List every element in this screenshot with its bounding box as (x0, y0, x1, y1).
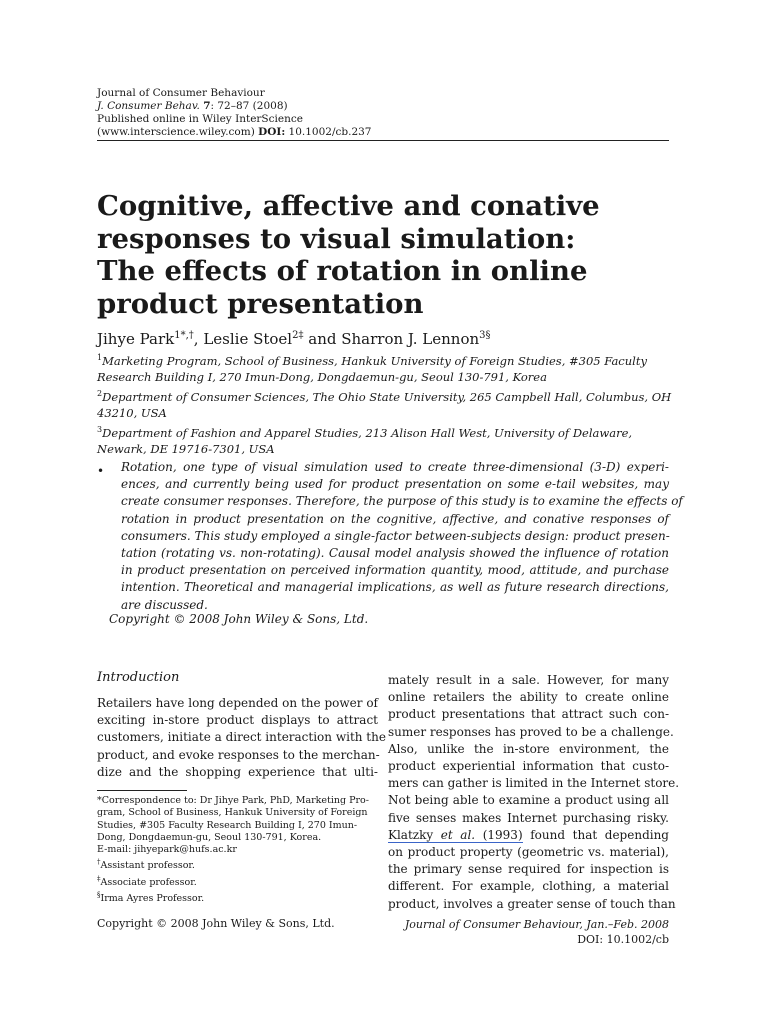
paragraph-line: the primary sense required for inspection is (388, 862, 669, 877)
paragraph-line: sumer responses has proved to be a challenge. (388, 724, 674, 739)
footnote-assistant: †Assistant professor. (97, 858, 195, 872)
doi-line: (www.interscience.wiley.com) DOI: 10.1002/cb.237 (97, 126, 372, 138)
paragraph-line: different. For example, clothing, a material (388, 879, 669, 894)
paragraph-line: dize and the shopping experience that ulti- (97, 764, 378, 779)
affiliation-1: $^1$Marketing Program, School of Business, Hankuk University of Foreign Studies, #305 Faculty (97, 353, 647, 368)
abstract-bullet: • (97, 464, 105, 478)
author-stoel: Leslie Stoel (203, 330, 293, 348)
paper-page (97, 0, 683, 1024)
footnote-rule (97, 790, 187, 791)
column-right (388, 672, 680, 913)
paragraph-line: Retailers have long depended on the power of (97, 696, 378, 710)
footnote-professor: §Irma Ayres Professor. (97, 891, 205, 905)
paragraph-line: Klatzky et al. (1993) found that depending (388, 827, 669, 842)
doi-value[interactable]: 10.1002/cb.237 (288, 126, 372, 138)
paragraph-line: mately result in a sale. However, for many (388, 673, 669, 687)
journal-header (97, 87, 372, 139)
journal-name: Journal of Consumer Behaviour (97, 87, 265, 99)
abstract-copyright: Copyright © 2008 John Wiley & Sons, Ltd. (109, 612, 369, 626)
footer-journal-issue: Journal of Consumer Behaviour, Jan.–Feb. 2008 (404, 918, 669, 931)
affiliations: $^1$Marketing Program, School of Business, Hankuk University of Foreign Studies, #305 Faculty Research Building I, 270 Imun-Dong, Dongdaemun-gu, Seoul 130-791, Korea $^2$Department of Consumer Sciences, The Ohio State University, 265 Campbell Hall, Columbus, OH 43210, USA $^3$Department of Fashion and Apparel Studies, 213 Alison Hall West, University of Delaware, Newark, DE 19716-7301, USA (97, 350, 669, 457)
author-list: Jihye Park$^{1*,\dagger}$, Leslie Stoel$^{2\ddagger}$ and Sharron J. Lennon$^{3\S}$ (97, 330, 491, 348)
abstract: Rotation, one type of visual simulation used to create three-dimensional (3-D) experi- ences, and currently being used for product presentation on some e-tail websites, may create consumer responses. Therefore, the purpose of this study is to examine the effects of rotation in product presentation on the cognitive, affective, and conative responses of consumers. This study employed a single-factor between-subjects design: product presen- tation (rotating vs. non-rotating). Causal model analysis showed the influence of rotation in product presentation on perceived information quantity, mood, attitude, and purchase intention. Theoretical and managerial implications, as well as future research directions, are discussed. (121, 460, 683, 612)
paragraph-line: exciting in-store product displays to attract (97, 713, 378, 728)
wiley-url[interactable]: (www.interscience.wiley.com) (97, 126, 255, 138)
published-online: Published online in Wiley InterScience (97, 113, 303, 125)
citation-link-klatzky[interactable]: Klatzky et al. (1993) (388, 827, 523, 842)
author-park: Jihye Park (97, 330, 175, 348)
paragraph-line: product experiential information that custo- (388, 759, 669, 774)
section-heading-introduction: Introduction (97, 670, 180, 685)
footnote-associate: ‡Associate professor. (97, 874, 197, 889)
author-lennon: Sharron J. Lennon (341, 330, 480, 348)
affiliation-3: $^3$Department of Fashion and Apparel Studies, 213 Alison Hall West, University of Delaware, (97, 424, 633, 440)
journal-citation: J. Consumer Behav. 7: 72–87 (2008) (97, 100, 288, 112)
correspondence-note: *Correspondence to: Dr Jihye Park, PhD, Marketing Pro- (97, 795, 369, 806)
footer-journal (405, 917, 669, 947)
column-left (97, 669, 386, 781)
email-line: E-mail: jihyepark@hufs.ac.kr (97, 844, 237, 856)
affiliation-2: $^2$Department of Consumer Sciences, The Ohio State University, 265 Campbell Hall, Columbus, OH (97, 388, 672, 404)
paragraph-line: customers, initiate a direct interaction with the (97, 730, 386, 745)
paragraph-line: online retailers the ability to create online (388, 690, 669, 705)
header-rule (97, 140, 669, 141)
footnotes: *Correspondence to: Dr Jihye Park, PhD, Marketing Pro- gram, School of Business, Hankuk University of Foreign Studies, #305 Faculty Research Building I, 270 Imun- Dong, Dongdaemun-gu, Seoul 130-791, Korea. E-mail: jihyepark@hufs.ac.kr †Assistant professor. ‡Associate professor. §Irma Ayres Professor. (97, 795, 378, 906)
paper-title: Cognitive, affective and conative responses to visual simulation: The effects of rotation in online product presentation (97, 190, 600, 320)
footer-copyright: Copyright © 2008 John Wiley & Sons, Ltd. (97, 917, 335, 930)
paragraph-line: five senses makes Internet purchasing risky. (388, 810, 669, 825)
paragraph-line: Not being able to examine a product using all (388, 793, 669, 808)
paragraph-line: mers can gather is limited in the Internet store. (388, 776, 680, 791)
paragraph-line: on product property (geometric vs. material), (388, 845, 669, 860)
paragraph-line: product, and evoke responses to the merchan- (97, 747, 380, 762)
paragraph-line: product, involves a greater sense of touch than (388, 896, 676, 911)
paragraph-line: Also, unlike the in-store environment, the (388, 741, 669, 756)
paragraph-line: product presentations that attract such con- (388, 707, 669, 722)
footer-doi: DOI: 10.1002/cb (577, 933, 669, 946)
